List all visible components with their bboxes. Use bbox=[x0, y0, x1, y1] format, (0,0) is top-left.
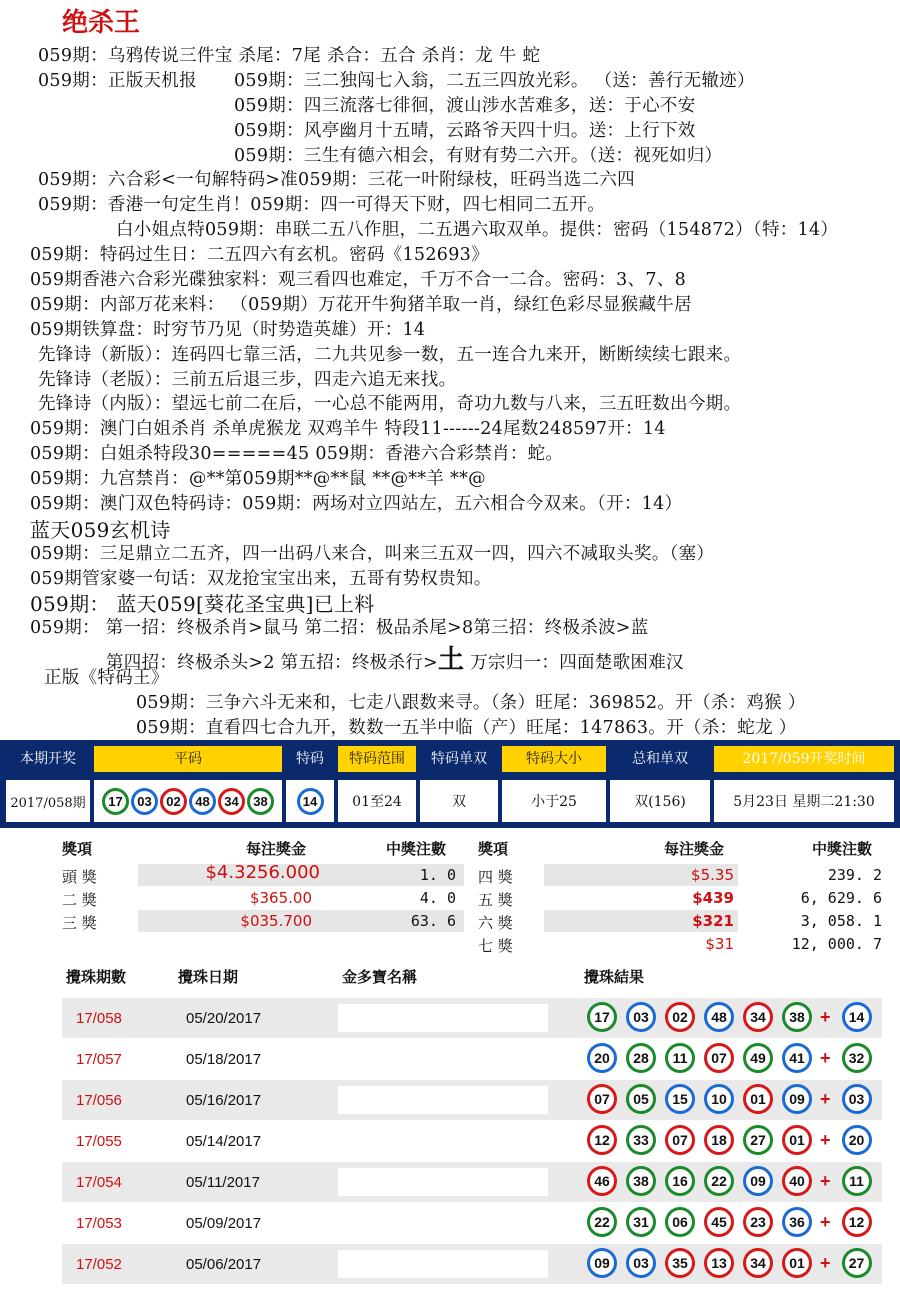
plus-sign: + bbox=[820, 1047, 831, 1068]
draw-period: 2017/058期 bbox=[6, 780, 90, 822]
text-line: 059期管家婆一句话：双龙抢宝宝出来，五哥有势权贵知。 bbox=[30, 569, 492, 589]
prize-amount: $5.35 bbox=[691, 866, 734, 884]
text-line: 白小姐点特059期：串联二五八作胆，二五遇六取双单。提供：密码（154872）（特：14） bbox=[116, 220, 839, 240]
result-balls bbox=[582, 1166, 876, 1196]
prize-count: 239. 2 bbox=[827, 866, 882, 884]
name-cell bbox=[338, 1086, 548, 1114]
ball: 34 bbox=[743, 1248, 773, 1278]
ball: 35 bbox=[665, 1248, 695, 1278]
ball: 03 bbox=[626, 1248, 656, 1278]
ball: 15 bbox=[665, 1084, 695, 1114]
header-current-draw: 本期开奖 bbox=[6, 746, 90, 772]
draw-date: 05/11/2017 bbox=[186, 1174, 260, 1191]
special-ball: 03 bbox=[842, 1084, 872, 1114]
draw-date: 05/16/2017 bbox=[186, 1092, 262, 1109]
ball: 16 bbox=[665, 1166, 695, 1196]
ball: 27 bbox=[743, 1125, 773, 1155]
prize-header-amount: 每注獎金 bbox=[246, 840, 307, 858]
result-balls bbox=[582, 1084, 876, 1114]
page-title: 绝杀王 bbox=[62, 8, 141, 38]
result-balls bbox=[582, 1125, 876, 1155]
text-line bbox=[106, 639, 684, 676]
text-line: 059期：三生有德六相会，有财有势二六开。（送：视死如归） bbox=[234, 146, 723, 166]
ball: 10 bbox=[704, 1084, 734, 1114]
draw-date: 05/20/2017 bbox=[186, 1010, 262, 1027]
table-row bbox=[62, 1203, 882, 1243]
draw-summary-bar bbox=[0, 740, 900, 828]
ball: 07 bbox=[704, 1043, 734, 1073]
header-odd-even: 特码单双 bbox=[420, 746, 498, 772]
text-line: 059期：直看四七合九开，数数一五半中临（产）旺尾：147863。开（杀：蛇龙 ） bbox=[136, 718, 797, 738]
prize-header-amount: 每注獎金 bbox=[664, 840, 725, 858]
header-size: 特码大小 bbox=[502, 746, 606, 772]
history-header-result: 攪珠結果 bbox=[584, 968, 645, 986]
text-line: 059期香港六合彩光碟独家料：观三看四也难定，千万不合一二合。密码：3、7、8 bbox=[30, 270, 687, 290]
draw-number: 17/053 bbox=[76, 1215, 122, 1232]
ball: 09 bbox=[587, 1248, 617, 1278]
ball: 17 bbox=[102, 788, 129, 815]
prize-count: 3, 058. 1 bbox=[800, 912, 882, 930]
sum-odd-even: 双(156) bbox=[610, 780, 710, 822]
ball: 38 bbox=[626, 1166, 656, 1196]
text-line: 059期： 第一招：终极杀肖>鼠马 第二招：极品杀尾>8第三招：终极杀波>蓝 bbox=[30, 618, 649, 638]
draw-number: 17/057 bbox=[76, 1051, 122, 1068]
ball: 34 bbox=[218, 788, 245, 815]
prize-count: 6, 629. 6 bbox=[800, 889, 882, 907]
history-header-period: 攪珠期數 bbox=[66, 968, 127, 986]
prize-name: 四 獎 bbox=[478, 868, 513, 886]
ball: 48 bbox=[704, 1002, 734, 1032]
regular-balls bbox=[94, 780, 282, 822]
special-odd-even: 双 bbox=[420, 780, 498, 822]
plus-sign: + bbox=[820, 1252, 831, 1273]
plus-sign: + bbox=[820, 1211, 831, 1232]
table-row bbox=[62, 1162, 882, 1202]
prize-table bbox=[0, 832, 900, 962]
ball: 06 bbox=[665, 1207, 695, 1237]
prize-name: 頭 獎 bbox=[62, 868, 97, 886]
header-next-time: 2017/059开奖时间 bbox=[714, 746, 894, 772]
name-cell bbox=[338, 1168, 548, 1196]
prize-count: 12, 000. 7 bbox=[791, 935, 882, 953]
prize-name: 五 獎 bbox=[478, 891, 513, 909]
special-range: 01至24 bbox=[338, 780, 416, 822]
ball: 01 bbox=[782, 1125, 812, 1155]
draw-date: 05/09/2017 bbox=[186, 1215, 262, 1232]
table-row bbox=[62, 1039, 882, 1079]
ball: 09 bbox=[782, 1084, 812, 1114]
plus-sign: + bbox=[820, 1129, 831, 1150]
text-line: 059期：六合彩<一句解特码>准059期：三花一叶附绿枝，旺码当选二六四 bbox=[38, 170, 635, 190]
result-balls bbox=[582, 1207, 876, 1237]
text-line: 059期：香港一句定生肖！059期：四一可得天下财，四七相同二五开。 bbox=[38, 195, 606, 215]
ball: 07 bbox=[587, 1084, 617, 1114]
text-line: 059期：正版天机报 bbox=[38, 71, 197, 91]
ball: 09 bbox=[743, 1166, 773, 1196]
ball: 23 bbox=[743, 1207, 773, 1237]
prize-header-name: 獎項 bbox=[62, 840, 93, 858]
special-ball: 12 bbox=[842, 1207, 872, 1237]
plus-sign: + bbox=[820, 1088, 831, 1109]
ball: 11 bbox=[665, 1043, 695, 1073]
draw-history-table bbox=[0, 962, 900, 1292]
text-line: 059期：九宫禁肖：@**第059期**@**鼠 **@**羊 **@ bbox=[30, 469, 486, 489]
result-balls bbox=[582, 1248, 876, 1278]
ball: 02 bbox=[665, 1002, 695, 1032]
table-row bbox=[62, 1244, 882, 1284]
text-line: 059期铁算盘：时穷节乃见（时势造英雄）开：14 bbox=[30, 320, 426, 340]
text-line: 059期：内部万花来料： （059期）万花开牛狗猪羊取一肖，绿红色彩尽显猴藏牛居 bbox=[30, 295, 692, 315]
prize-count: 4. 0 bbox=[419, 889, 456, 907]
ball: 22 bbox=[587, 1207, 617, 1237]
history-header-name: 金多寶名稱 bbox=[342, 968, 418, 986]
text-line: 059期：白姐杀特段30=====45 059期：香港六合彩禁肖：蛇。 bbox=[30, 444, 564, 464]
draw-number: 17/055 bbox=[76, 1133, 122, 1150]
draw-date: 05/14/2017 bbox=[186, 1133, 262, 1150]
result-balls bbox=[582, 1043, 876, 1073]
ball: 18 bbox=[704, 1125, 734, 1155]
ball: 01 bbox=[782, 1248, 812, 1278]
ball: 40 bbox=[782, 1166, 812, 1196]
header-special: 特码 bbox=[286, 746, 334, 772]
name-cell bbox=[338, 1004, 548, 1032]
prize-header-count: 中獎注數 bbox=[386, 840, 447, 858]
special-ball-cell bbox=[286, 780, 334, 822]
ball: 05 bbox=[626, 1084, 656, 1114]
ball: 41 bbox=[782, 1043, 812, 1073]
prize-amount: $321 bbox=[692, 912, 734, 930]
prize-amount: $4.3256.000 bbox=[205, 862, 320, 883]
draw-number: 17/052 bbox=[76, 1256, 122, 1273]
special-ball: 27 bbox=[842, 1248, 872, 1278]
text-part: 万宗归一：四面楚歌困难汉 bbox=[464, 653, 684, 673]
prize-name: 二 獎 bbox=[62, 891, 97, 909]
text-line: 059期： 蓝天059[葵花圣宝典]已上料 bbox=[30, 592, 375, 616]
text-line: 蓝天059玄机诗 bbox=[30, 518, 171, 542]
ball: 03 bbox=[131, 788, 158, 815]
text-line: 059期：乌鸦传说三件宝 杀尾：7尾 杀合：五合 杀肖：龙 牛 蛇 bbox=[38, 46, 541, 66]
text-line: 059期：澳门白姐杀肖 杀单虎猴龙 双鸡羊牛 特段11------24尾数248597开：14 bbox=[30, 419, 666, 439]
prize-amount: $439 bbox=[692, 889, 734, 907]
draw-number: 17/054 bbox=[76, 1174, 122, 1191]
prize-amount: $365.00 bbox=[249, 889, 312, 907]
prize-count: 63. 6 bbox=[410, 912, 456, 930]
ball: 45 bbox=[704, 1207, 734, 1237]
special-ball: 11 bbox=[842, 1166, 872, 1196]
ball: 07 bbox=[665, 1125, 695, 1155]
text-line: 059期：三争六斗无来和，七走八跟数来寻。（条）旺尾：369852。开（杀：鸡猴 ） bbox=[136, 693, 806, 713]
ball: 22 bbox=[704, 1166, 734, 1196]
plus-sign: + bbox=[820, 1170, 831, 1191]
header-range: 特码范围 bbox=[338, 746, 416, 772]
text-line: 059期：三二独闯七入翁，二五三四放光彩。 （送：善行无辙迹） bbox=[234, 71, 755, 91]
text-line: 059期：风亭幽月十五晴，云路爷天四十归。送：上行下效 bbox=[234, 121, 696, 141]
ball: 49 bbox=[743, 1043, 773, 1073]
ball: 46 bbox=[587, 1166, 617, 1196]
special-ball: 14 bbox=[842, 1002, 872, 1032]
ball: 34 bbox=[743, 1002, 773, 1032]
prize-amount: $31 bbox=[705, 935, 734, 953]
draw-date: 05/06/2017 bbox=[186, 1256, 262, 1273]
text-line: 059期：四三流落七徘徊，渡山涉水苦难多，送：于心不安 bbox=[234, 96, 696, 116]
ball: 12 bbox=[587, 1125, 617, 1155]
header-regular: 平码 bbox=[94, 746, 282, 772]
ball: 28 bbox=[626, 1043, 656, 1073]
text-line: 059期：三足鼎立二五齐，四一出码八来合，叫来三五双一四，四六不减取头奖。（塞） bbox=[30, 544, 715, 564]
special-ball: 20 bbox=[842, 1125, 872, 1155]
ball: 03 bbox=[626, 1002, 656, 1032]
ball: 01 bbox=[743, 1084, 773, 1114]
prize-header-count: 中獎注數 bbox=[812, 840, 873, 858]
special-ball: 32 bbox=[842, 1043, 872, 1073]
name-cell bbox=[338, 1250, 548, 1278]
draw-number: 17/056 bbox=[76, 1092, 122, 1109]
ball: 48 bbox=[189, 788, 216, 815]
history-header-date: 攪珠日期 bbox=[178, 968, 239, 986]
big-char: 土 bbox=[438, 645, 465, 675]
prize-name: 六 獎 bbox=[478, 914, 513, 932]
ball: 38 bbox=[247, 788, 274, 815]
next-draw-time: 5月23日 星期二21:30 bbox=[714, 780, 894, 822]
text-line: 先锋诗（新版）：连码四七靠三活，二九共见参一数，五一连合九来开，断断续续七跟来。 bbox=[38, 345, 742, 365]
special-ball: 14 bbox=[297, 788, 324, 815]
ball: 36 bbox=[782, 1207, 812, 1237]
draw-number: 17/058 bbox=[76, 1010, 122, 1027]
text-line: 059期：澳门双色特码诗：059期：两场对立四站左，五六相合今双来。（开：14） bbox=[30, 494, 683, 514]
text-part: 第四招：终极杀头>2 第五招：终极杀行> bbox=[106, 653, 439, 673]
ball: 33 bbox=[626, 1125, 656, 1155]
ball: 20 bbox=[587, 1043, 617, 1073]
table-row bbox=[62, 1080, 882, 1120]
header-sum: 总和单双 bbox=[610, 746, 710, 772]
result-balls bbox=[582, 1002, 876, 1032]
prize-amount: $035.700 bbox=[240, 912, 312, 930]
ball: 02 bbox=[160, 788, 187, 815]
ball: 31 bbox=[626, 1207, 656, 1237]
table-row bbox=[62, 998, 882, 1038]
special-size: 小于25 bbox=[502, 780, 606, 822]
prize-name: 三 獎 bbox=[62, 914, 97, 932]
ball: 38 bbox=[782, 1002, 812, 1032]
table-row bbox=[62, 1121, 882, 1161]
prize-count: 1. 0 bbox=[419, 866, 456, 884]
draw-date: 05/18/2017 bbox=[186, 1051, 262, 1068]
prize-name: 七 獎 bbox=[478, 937, 513, 955]
plus-sign: + bbox=[820, 1006, 831, 1027]
text-line: 先锋诗（老版）：三前五后退三步，四走六追无来找。 bbox=[38, 370, 457, 390]
ball: 17 bbox=[587, 1002, 617, 1032]
ball: 13 bbox=[704, 1248, 734, 1278]
text-line: 正版《特码王》 bbox=[44, 668, 169, 688]
text-line: 059期：特码过生日：二五四六有玄机。密码《152693》 bbox=[30, 245, 489, 265]
prize-header-name: 獎項 bbox=[478, 840, 509, 858]
text-line: 先锋诗（内版）：望远七前二在后，一心总不能两用，奇功九数与八来，三五旺数出今期。 bbox=[38, 394, 742, 414]
